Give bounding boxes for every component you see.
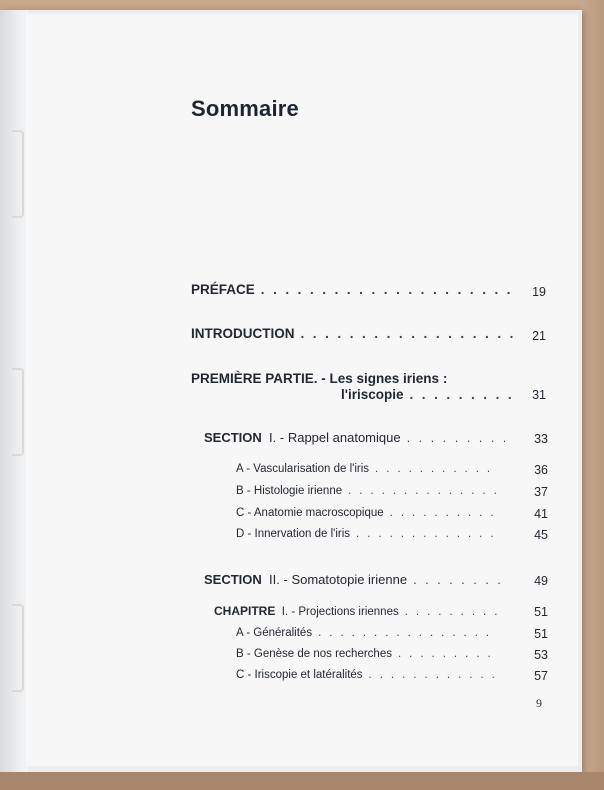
toc-subentry: C - Anatomie macroscopique . . .: [236, 507, 504, 519]
binding-stitch-middle: [12, 368, 24, 456]
toc-page: 19: [532, 285, 546, 299]
leader-dots: [413, 572, 505, 587]
section-word: SECTION I. - Rappel anatomique: [204, 430, 401, 445]
toc-label-line1: PREMIÈRE PARTIE. - Les signes iriens :: [191, 371, 448, 386]
leader-dots: [407, 430, 505, 445]
toc-page: 31: [532, 388, 546, 402]
toc-page: 36: [534, 463, 548, 477]
toc-page: 53: [534, 648, 548, 662]
toc-entry-section1: [204, 430, 511, 445]
toc-entry-section2: [204, 572, 511, 587]
leader-dots: [369, 669, 498, 681]
leader-dots: [301, 326, 516, 341]
toc-subentry: B - Histologie irienne . . .: [236, 485, 504, 497]
binding-stitch-top: [12, 130, 24, 218]
toc-page: 51: [534, 627, 548, 641]
binding-stitch-bottom: [12, 604, 24, 692]
toc-label: INTRODUCTION: [191, 326, 295, 341]
chapter-word: CHAPITRE I. - Projections iriennes: [214, 604, 399, 618]
toc-page: 33: [534, 432, 548, 446]
leader-dots: [405, 606, 498, 618]
toc-page: 45: [534, 528, 548, 542]
toc-entry-part1: [191, 371, 447, 386]
toc-subentry: A - Vascularisation de l'iris . . .: [236, 463, 504, 475]
leader-dots: [398, 648, 498, 660]
toc-subentry: D - Innervation de l'iris . . .: [236, 528, 504, 540]
toc-page: 51: [534, 605, 548, 619]
toc-page: 49: [534, 574, 548, 588]
toc-page: 37: [534, 485, 548, 499]
toc-page: 57: [534, 669, 548, 683]
toc-label: PRÉFACE: [191, 282, 255, 297]
toc-entry-preface: [191, 282, 521, 297]
toc-entry-introduction: [191, 326, 521, 341]
toc-entry-part1-line2: [341, 387, 521, 402]
leader-dots: [375, 463, 498, 475]
toc-label-line2: l'iriscopie: [341, 387, 404, 402]
toc-subentry: B - Genèse de nos recherches . . .: [236, 648, 504, 660]
toc-subentry: A - Généralités . . .: [236, 627, 504, 639]
toc-page: 21: [532, 329, 546, 343]
leader-dots: [318, 627, 498, 639]
leader-dots: [348, 485, 498, 497]
section-word: SECTION II. - Somatotopie irienne: [204, 572, 408, 587]
page-title: Sommaire: [191, 96, 299, 121]
background-right: [582, 0, 604, 790]
leader-dots: [356, 528, 498, 540]
leader-dots: [409, 387, 515, 402]
leader-dots: [261, 282, 515, 297]
toc-subentry: C - Iriscopie et latéralités . . .: [236, 669, 504, 681]
toc-page: 41: [534, 507, 548, 521]
toc-entry-chapter1: [214, 604, 504, 618]
page-number: 9: [536, 696, 542, 710]
leader-dots: [390, 507, 498, 519]
table-surface: [0, 772, 604, 790]
